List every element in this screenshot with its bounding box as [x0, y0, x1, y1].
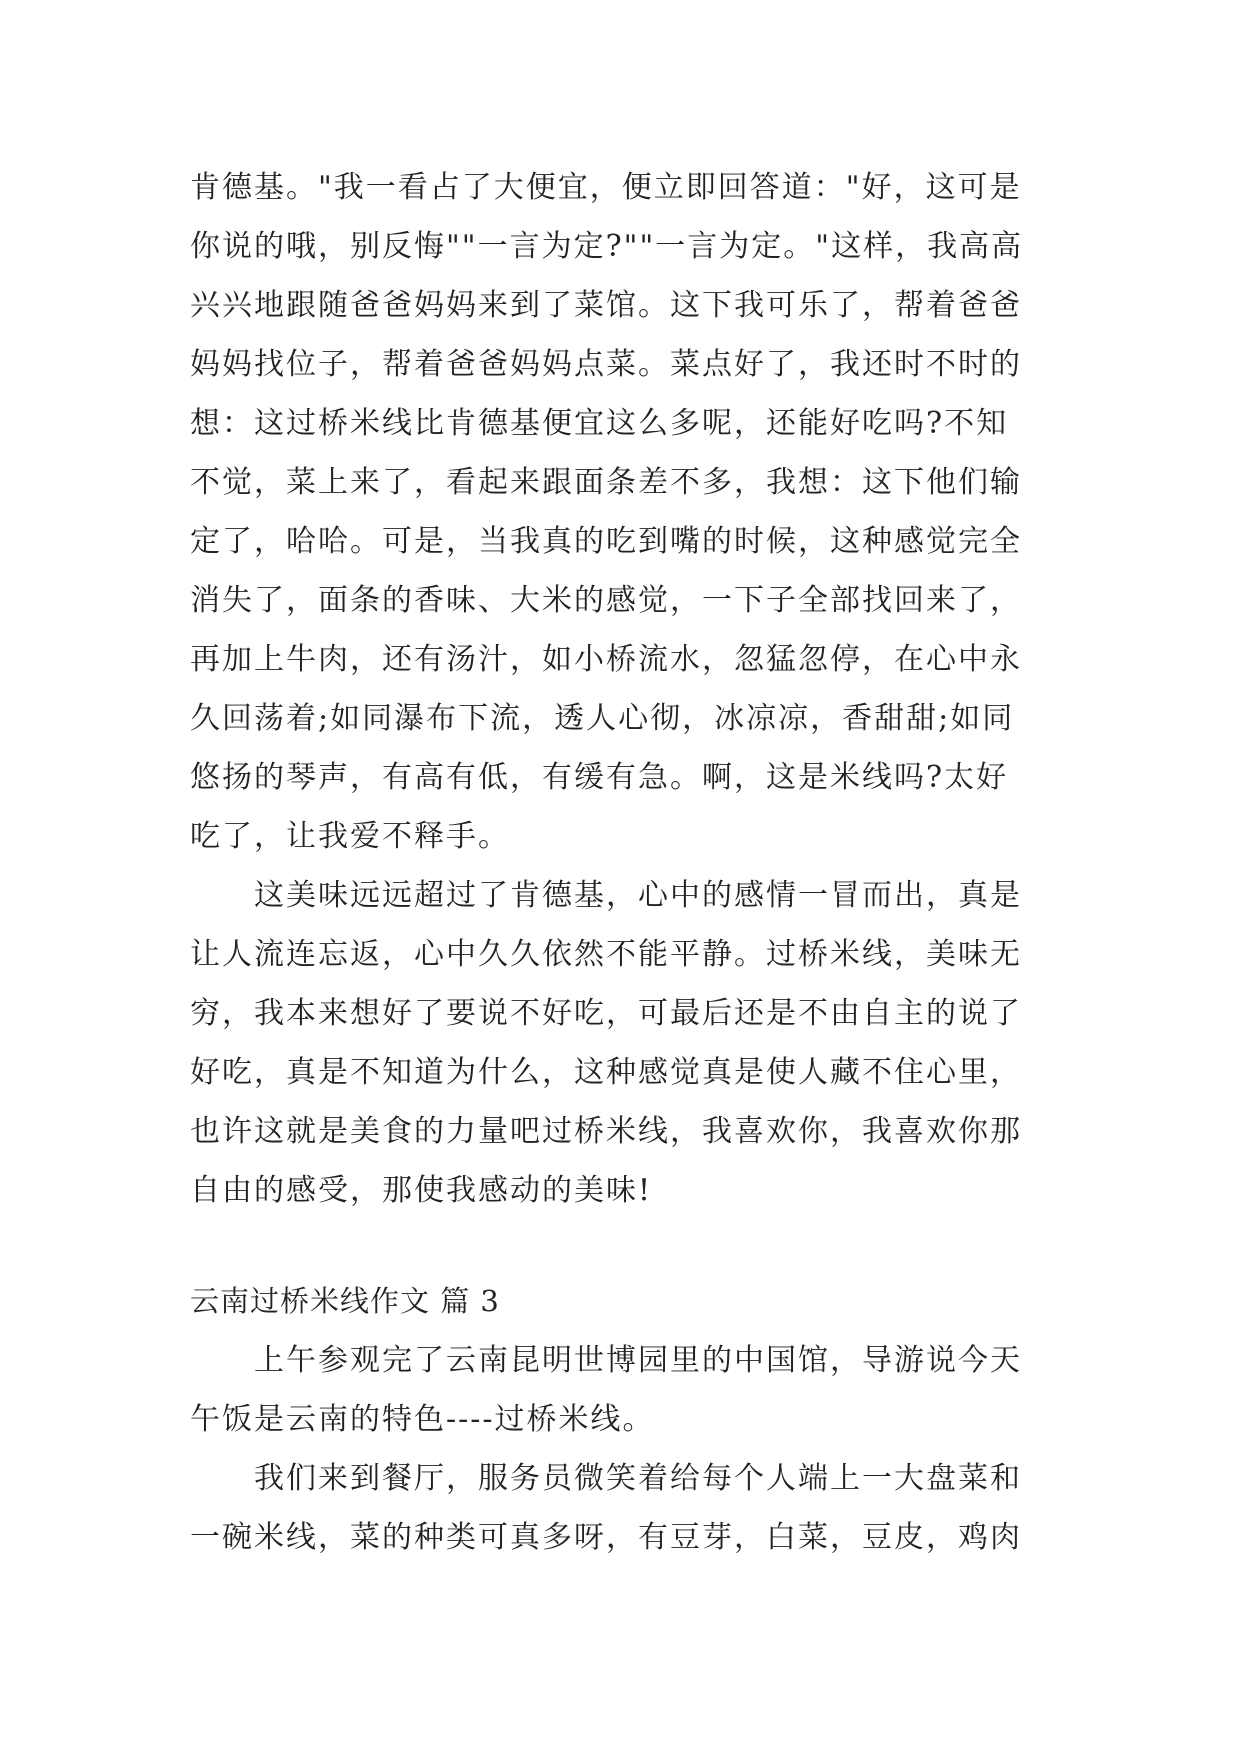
document-page — [190, 158, 1060, 1567]
text-line: 兴兴地跟随爸爸妈妈来到了菜馆。这下我可乐了，帮着爸爸 — [190, 288, 1022, 323]
text-line: 久回荡着;如同瀑布下流，透人心彻，冰凉凉，香甜甜;如同 — [190, 701, 1015, 736]
text-line: 一碗米线，菜的种类可真多呀，有豆芽，白菜，豆皮，鸡肉 — [190, 1520, 1022, 1555]
text-line: 让人流连忘返，心中久久依然不能平静。过桥米线，美味无 — [190, 937, 1022, 972]
text-line: 悠扬的琴声，有高有低，有缓有急。啊，这是米线吗?太好 — [190, 760, 1009, 795]
text-line: 吃了，让我爱不释手。 — [190, 819, 510, 854]
text-line: 再加上牛肉，还有汤汁，如小桥流水，忽猛忽停，在心中永 — [190, 642, 1022, 677]
text-line: 午饭是云南的特色----过桥米线。 — [190, 1402, 655, 1437]
text-line: 好吃，真是不知道为什么，这种感觉真是使人藏不住心里， — [190, 1055, 1022, 1090]
text-line: 自由的感受，那使我感动的美味! — [190, 1173, 653, 1208]
text-line: 定了，哈哈。可是，当我真的吃到嘴的时候，这种感觉完全 — [190, 524, 1022, 559]
section-heading: 云南过桥米线作文 篇 3 — [190, 1284, 500, 1318]
text-line: 肯德基。"我一看占了大便宜，便立即回答道："好，这可是 — [190, 170, 1022, 205]
text-line: 这美味远远超过了肯德基，心中的感情一冒而出，真是 — [254, 878, 1022, 913]
text-line: 穷，我本来想好了要说不好吃，可最后还是不由自主的说了 — [190, 996, 1022, 1031]
text-line: 你说的哦，别反悔""一言为定?""一言为定。"这样，我高高 — [190, 229, 1024, 264]
paragraph-4 — [190, 1449, 1060, 1567]
text-line: 想：这过桥米线比肯德基便宜这么多呢，还能好吃吗?不知 — [190, 406, 1009, 441]
text-line: 消失了，面条的香味、大米的感觉，一下子全部找回来了， — [190, 583, 1022, 618]
text-line: 妈妈找位子，帮着爸爸妈妈点菜。菜点好了，我还时不时的 — [190, 347, 1022, 382]
paragraph-1 — [190, 158, 1060, 866]
text-line: 也许这就是美食的力量吧过桥米线，我喜欢你，我喜欢你那 — [190, 1114, 1022, 1149]
paragraph-3 — [190, 1331, 1060, 1449]
text-line: 不觉，菜上来了，看起来跟面条差不多，我想：这下他们输 — [190, 465, 1022, 500]
text-line: 我们来到餐厅，服务员微笑着给每个人端上一大盘菜和 — [254, 1461, 1022, 1496]
paragraph-2 — [190, 866, 1060, 1220]
text-line: 上午参观完了云南昆明世博园里的中国馆，导游说今天 — [254, 1343, 1022, 1378]
